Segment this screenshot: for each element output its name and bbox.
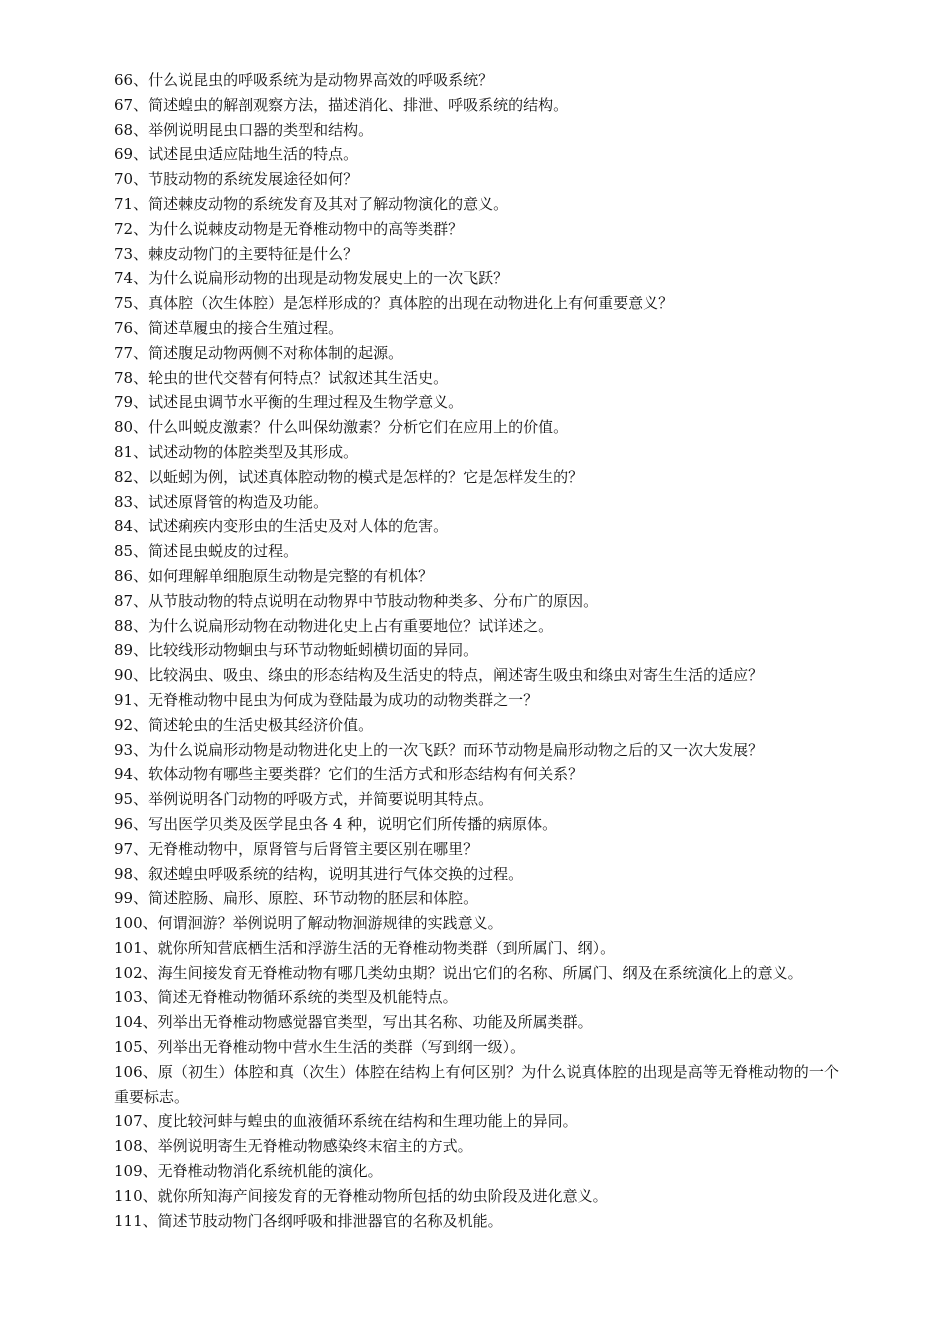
question-item: 107、度比较河蚌与蝗虫的血液循环系统在结构和生理功能上的异同。 xyxy=(114,1112,578,1131)
question-item: 104、列举出无脊椎动物感觉器官类型，写出其名称、功能及所属类群。 xyxy=(114,1013,593,1032)
question-item: 97、无脊椎动物中，原肾管与后肾管主要区别在哪里？ xyxy=(114,839,479,858)
question-item: 106、原（初生）体腔和真（次生）体腔在结构上有何区别？为什么说真体腔的出现是高等无脊椎动物的一个重要标志。 xyxy=(114,1062,839,1106)
question-item: 66、什么说昆虫的呼吸系统为是动物界高效的呼吸系统？ xyxy=(114,71,494,89)
question-item: 79、试述昆虫调节水平衡的生理过程及生物学意义。 xyxy=(114,393,464,412)
question-item: 81、试述动物的体腔类型及其形成。 xyxy=(114,442,359,461)
question-item: 86、如何理解单细胞原生动物是完整的有机体？ xyxy=(114,566,434,585)
question-item: 82、以蚯蚓为例，试述真体腔动物的模式是怎样的？它是怎样发生的？ xyxy=(114,467,584,486)
question-item: 89、比较线形动物蛔虫与环节动物蚯蚓横切面的异同。 xyxy=(114,641,479,660)
question-item: 94、软体动物有哪些主要类群？它们的生活方式和形态结构有何关系？ xyxy=(114,765,584,784)
question-item: 78、轮虫的世代交替有何特点？试叙述其生活史。 xyxy=(114,368,449,387)
question-item: 103、简述无脊椎动物循环系统的类型及机能特点。 xyxy=(114,988,458,1007)
question-item: 70、节肢动物的系统发展途径如何？ xyxy=(114,170,359,189)
question-item: 92、简述轮虫的生活史极其经济价值。 xyxy=(114,715,374,734)
question-item: 109、无脊椎动物消化系统机能的演化。 xyxy=(114,1162,383,1181)
question-item: 76、简述草履虫的接合生殖过程。 xyxy=(114,318,344,337)
question-item: 75、真体腔（次生体腔）是怎样形成的？真体腔的出现在动物进化上有何重要意义？ xyxy=(114,294,674,313)
question-item: 80、什么叫蜕皮激素？什么叫保幼激素？分析它们在应用上的价值。 xyxy=(114,418,569,437)
question-item: 77、简述腹足动物两侧不对称体制的起源。 xyxy=(114,343,404,362)
question-item: 100、何谓洄游？举例说明了解动物洄游规律的实践意义。 xyxy=(114,914,503,933)
question-item: 110、就你所知海产间接发育的无脊椎动物所包括的幼虫阶段及进化意义。 xyxy=(114,1186,608,1205)
question-item: 85、简述昆虫蜕皮的过程。 xyxy=(114,542,299,561)
question-item: 73、棘皮动物门的主要特征是什么？ xyxy=(114,244,359,263)
question-item: 69、试述昆虫适应陆地生活的特点。 xyxy=(114,145,359,164)
question-item: 111、简述节肢动物门各纲呼吸和排泄器官的名称及机能。 xyxy=(114,1211,503,1230)
question-item: 71、简述棘皮动物的系统发育及其对了解动物演化的意义。 xyxy=(114,194,509,213)
question-item: 91、无脊椎动物中昆虫为何成为登陆最为成功的动物类群之一？ xyxy=(114,690,539,709)
question-list xyxy=(114,68,839,1233)
question-item: 88、为什么说扁形动物在动物进化史上占有重要地位？试详述之。 xyxy=(114,616,554,635)
question-item: 93、为什么说扁形动物是动物进化史上的一次飞跃？而环节动物是扁形动物之后的又一次大发展？ xyxy=(114,740,764,759)
question-item: 96、写出医学贝类及医学昆虫各 4 种，说明它们所传播的病原体。 xyxy=(114,814,558,833)
question-item: 105、列举出无脊椎动物中营水生生活的类群（写到纲一级）。 xyxy=(114,1038,526,1057)
question-item: 67、简述蝗虫的解剖观察方法，描述消化、排泄、呼吸系统的结构。 xyxy=(114,95,569,114)
question-item: 99、简述腔肠、扁形、原腔、环节动物的胚层和体腔。 xyxy=(114,889,479,908)
question-item: 68、举例说明昆虫口器的类型和结构。 xyxy=(114,120,374,139)
question-item: 74、为什么说扁形动物的出现是动物发展史上的一次飞跃？ xyxy=(114,269,509,288)
question-item: 83、试述原肾管的构造及功能。 xyxy=(114,492,329,511)
question-item: 72、为什么说棘皮动物是无脊椎动物中的高等类群？ xyxy=(114,219,464,238)
question-item: 90、比较涡虫、吸虫、绦虫的形态结构及生活史的特点，阐述寄生吸虫和绦虫对寄生生活的适应？ xyxy=(114,666,764,685)
question-item: 84、试述痢疾内变形虫的生活史及对人体的危害。 xyxy=(114,517,449,536)
question-item: 98、叙述蝗虫呼吸系统的结构，说明其进行气体交换的过程。 xyxy=(114,864,524,883)
question-item: 87、从节肢动物的特点说明在动物界中节肢动物种类多、分布广的原因。 xyxy=(114,591,599,610)
question-item: 95、举例说明各门动物的呼吸方式，并简要说明其特点。 xyxy=(114,790,494,809)
question-item: 108、举例说明寄生无脊椎动物感染终末宿主的方式。 xyxy=(114,1137,473,1156)
question-item: 102、海生间接发育无脊椎动物有哪几类幼虫期？说出它们的名称、所属门、纲及在系统演化上的意义。 xyxy=(114,963,803,982)
question-item: 101、就你所知营底栖生活和浮游生活的无脊椎动物类群（到所属门、纲）。 xyxy=(114,938,616,957)
